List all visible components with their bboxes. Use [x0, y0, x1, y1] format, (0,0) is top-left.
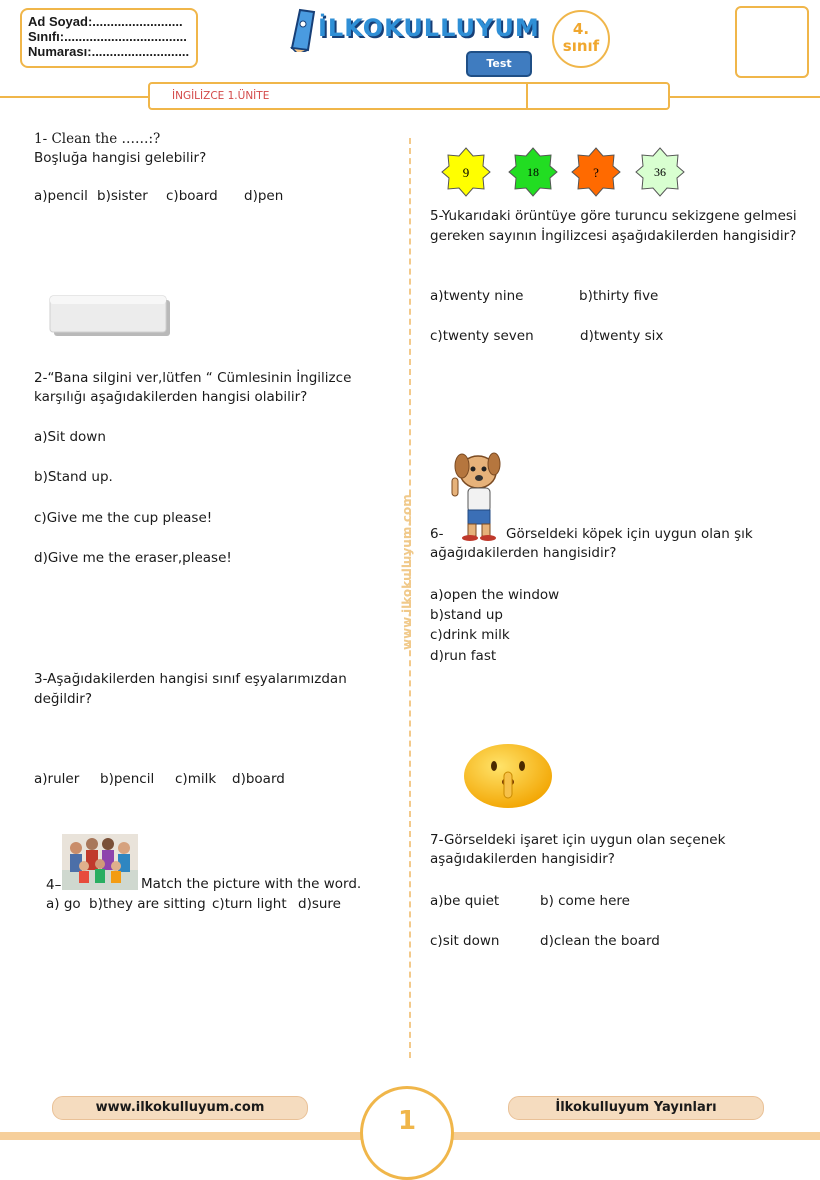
pattern-value-3: ?	[593, 165, 599, 180]
q3-option-c: c)milk	[175, 771, 217, 787]
q7-option-d: d)clean the board	[540, 933, 660, 949]
q4-text: Match the picture with the word.	[141, 876, 362, 892]
score-box	[735, 6, 809, 78]
q7-line1: 7-Görseldeki işaret için uygun olan seçenek	[430, 832, 726, 848]
q6-line2: ağağıdakilerden hangisidir?	[430, 545, 617, 561]
q3-line2: değildir?	[34, 691, 92, 707]
subject-bar-divider	[526, 84, 528, 108]
q3-option-a: a)ruler	[34, 771, 80, 787]
family-photo-image	[62, 834, 138, 890]
q5-option-d: d)twenty six	[580, 328, 664, 344]
test-badge: Test	[466, 51, 532, 77]
name-label: Ad Soyad:.........................	[28, 14, 183, 29]
q5-line2: gereken sayının İngilizcesi aşağıdakilerden hangisidir?	[430, 228, 797, 244]
q7-line2: aşağıdakilerden hangisidir?	[430, 851, 615, 867]
shush-emoji-image	[462, 742, 554, 810]
student-info-box	[20, 8, 198, 68]
q6-option-c: c)drink milk	[430, 627, 510, 643]
q1-line2: Boşluğa hangisi gelebilir?	[34, 150, 207, 166]
q4-number: 4–	[46, 877, 62, 893]
q3-option-d: d)board	[232, 771, 285, 787]
q6-number: 6-	[430, 526, 444, 542]
watermark-text: www.ilkokulluyum.com	[400, 494, 414, 650]
q4-option-d: d)sure	[298, 896, 341, 912]
q1-option-b: b)sister	[97, 188, 148, 204]
pattern-value-1: 9	[462, 165, 470, 180]
q7-option-a: a)be quiet	[430, 893, 500, 909]
class-label: Sınıfı:..................................	[28, 29, 187, 44]
q1-option-c: c)board	[166, 188, 218, 204]
q6-option-d: d)run fast	[430, 648, 497, 664]
header-rule-left	[0, 96, 150, 98]
grade-text: sınıf	[562, 37, 600, 55]
q6-line1: Görseldeki köpek için uygun olan şık	[506, 526, 753, 542]
q2-option-c: c)Give me the cup please!	[34, 510, 213, 526]
q5-option-c: c)twenty seven	[430, 328, 534, 344]
logo-text: İLKOKULLUYUM	[318, 14, 540, 42]
q5-option-b: b)thirty five	[579, 288, 659, 304]
q4-option-c: c)turn light	[212, 896, 287, 912]
page-number: 1	[360, 1086, 454, 1180]
pattern-star-3	[572, 148, 620, 196]
number-label: Numarası:...........................	[28, 44, 190, 59]
grade-number: 4.	[572, 20, 590, 38]
q7-option-b: b) come here	[540, 893, 630, 909]
pattern-star-1	[442, 148, 490, 196]
q2-line1: 2-“Bana silgini ver,lütfen “ Cümlesinin İngilizce	[34, 370, 352, 386]
pattern-star-4	[636, 148, 684, 196]
q3-line1: 3-Aşağıdakilerden hangisi sınıf eşyalarımızdan	[34, 671, 347, 687]
dog-cartoon-image	[440, 450, 506, 542]
q6-option-b: b)stand up	[430, 607, 503, 623]
pattern-value-2: 18	[527, 165, 539, 179]
footer-website: www.ilkokulluyum.com	[52, 1096, 308, 1120]
q2-option-b: b)Stand up.	[34, 469, 113, 485]
q7-option-c: c)sit down	[430, 933, 500, 949]
q4-option-a: a) go	[46, 896, 81, 912]
q3-option-b: b)pencil	[100, 771, 155, 787]
pattern-value-4: 36	[654, 165, 666, 179]
header-rule-right	[668, 96, 820, 98]
number-pattern	[440, 146, 690, 198]
q2-line2: karşılığı aşağıdakilerden hangisi olabilir?	[34, 389, 308, 405]
pattern-star-2	[509, 148, 557, 196]
footer-publisher: İlkokulluyum Yayınları	[508, 1096, 764, 1120]
grade-badge	[552, 10, 610, 68]
subject-title: İNGİLİZCE 1.ÜNİTE	[172, 90, 270, 102]
q1-option-d: d)pen	[244, 188, 284, 204]
q2-option-a: a)Sit down	[34, 429, 106, 445]
q1-line1: 1- Clean the ……:?	[34, 131, 161, 147]
q1-option-a: a)pencil	[34, 188, 88, 204]
eraser-image	[48, 294, 174, 340]
q6-option-a: a)open the window	[430, 587, 560, 603]
q5-line1: 5-Yukarıdaki örüntüye göre turuncu sekizgene gelmesi	[430, 208, 797, 224]
q5-option-a: a)twenty nine	[430, 288, 524, 304]
q2-option-d: d)Give me the eraser,please!	[34, 550, 232, 566]
q4-option-b: b)they are sitting	[89, 896, 206, 912]
